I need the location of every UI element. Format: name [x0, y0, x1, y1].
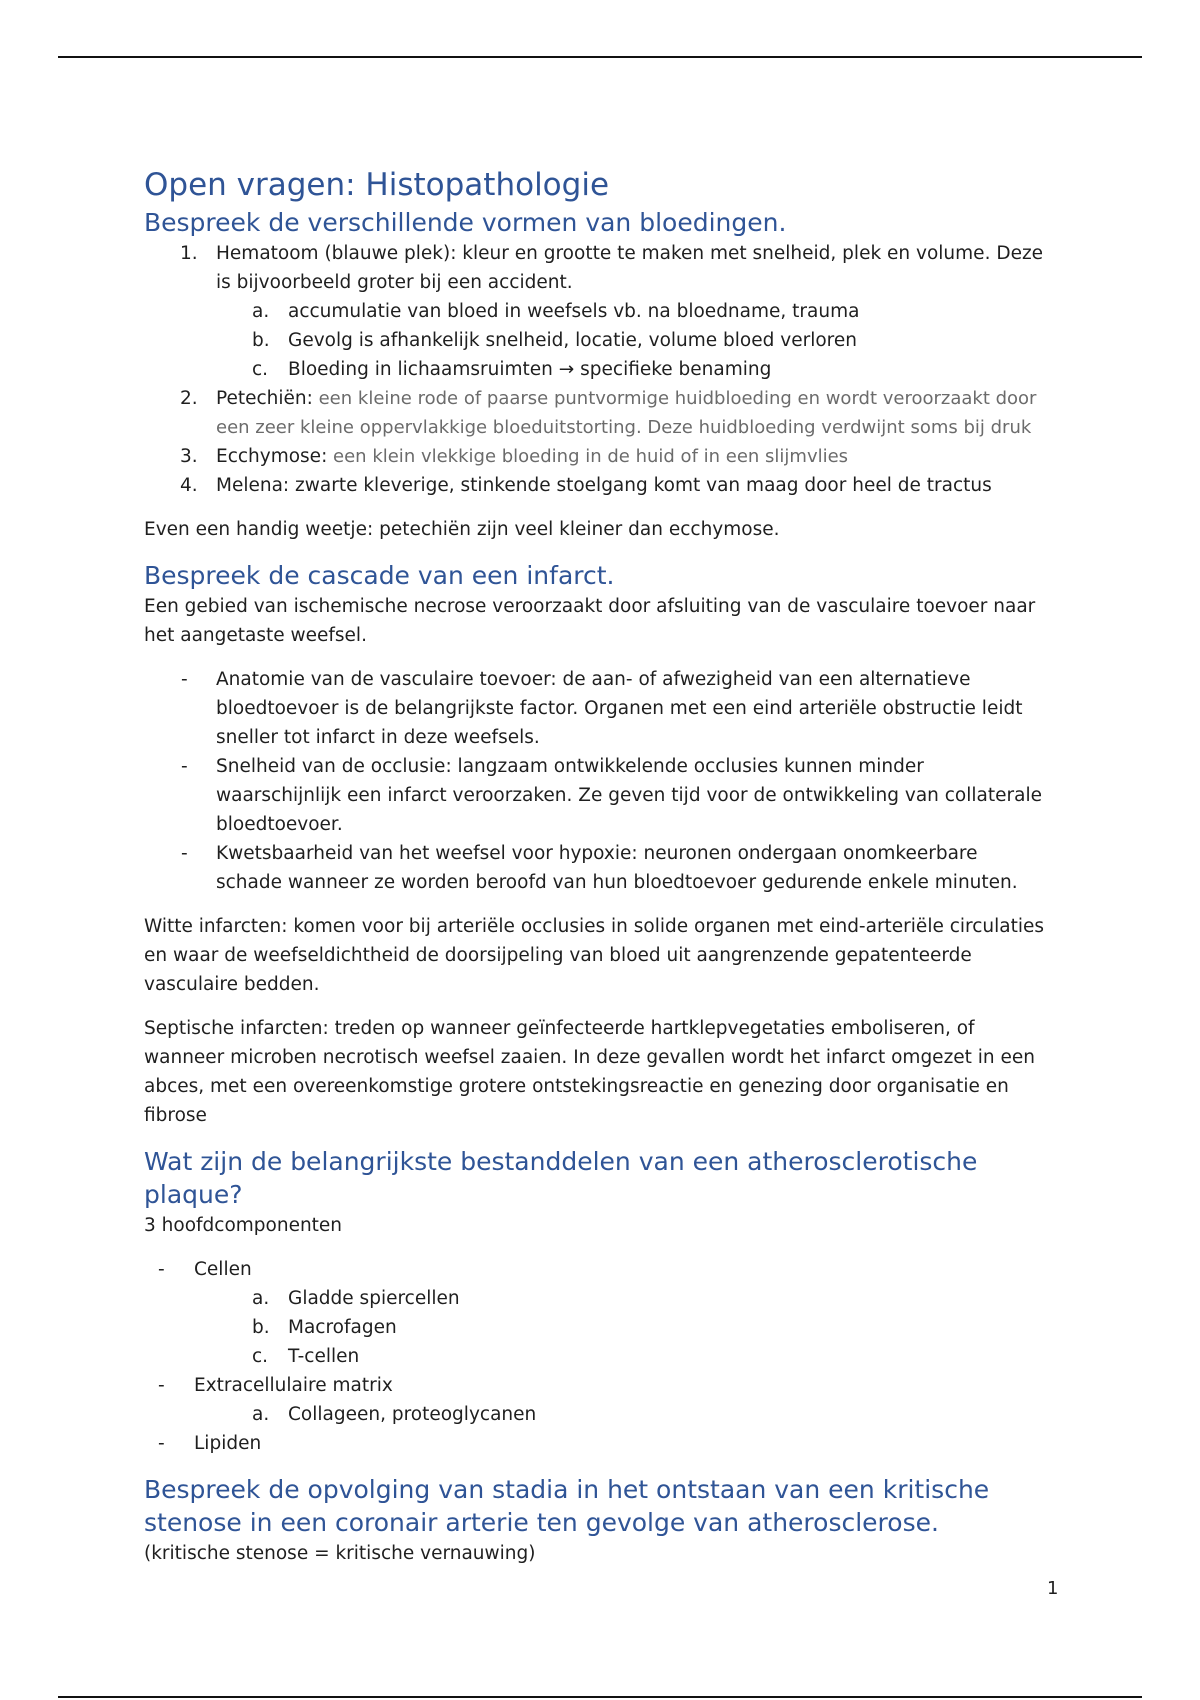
list-letter: b. — [252, 330, 270, 351]
bullet-item — [144, 1255, 1044, 1284]
bullet-dash: - — [158, 1259, 165, 1280]
list-item-text: Melena: zwarte kleverige, stinkende stoelgang komt van maag door heel de tractus — [216, 475, 992, 496]
term-definition: een kleine rode of paarse puntvormige huidbloeding en wordt veroorzaakt door een zeer kleine oppervlakkige bloeduitstorting. Deze huidbloeding verdwijnt soms bij druk — [216, 388, 1037, 438]
bullet-item — [144, 1371, 1044, 1400]
term-definition: een klein vlekkige bloeding in de huid of in een slijmvlies — [327, 446, 849, 467]
heading-plaque: Wat zijn de belangrijkste bestanddelen van een atherosclerotische plaque? — [144, 1147, 978, 1209]
term-label: Petechiën: — [216, 388, 313, 409]
term-label: Ecchymose: — [216, 446, 328, 467]
heading-bloedingen: Bespreek de verschillende vormen van bloedingen. — [144, 208, 787, 237]
list-item — [144, 239, 1044, 297]
list-letter: a. — [252, 301, 270, 322]
sub-list-item — [144, 1342, 1044, 1371]
bullet-item — [144, 665, 1044, 752]
bullet-dash: - — [158, 1433, 165, 1454]
bullet-item — [144, 1429, 1044, 1458]
list-letter: a. — [252, 1404, 270, 1425]
bullet-text: Cellen — [194, 1259, 252, 1280]
sub-item-text: accumulatie van bloed in weefsels vb. na bloedname, trauma — [288, 301, 860, 322]
bullet-dash: - — [158, 1375, 165, 1396]
list-item-text: Hematoom (blauwe plek): kleur en grootte te maken met snelheid, plek en volume. Deze is bijvoorbeeld groter bij een accident. — [216, 243, 1044, 293]
list-letter: c. — [252, 359, 269, 380]
heading-stenose: Bespreek de opvolging van stadia in het ontstaan van een kritische stenose in een coronair arterie ten gevolge van atherosclerose. — [144, 1475, 990, 1537]
list-number: 4. — [180, 475, 198, 496]
bullet-text: Snelheid van de occlusie: langzaam ontwikkelende occlusies kunnen minder waarschijnlijk een infarct veroorzaken. Ze geven tijd voor de ontwikkeling van collaterale bloedtoevoer. — [216, 756, 1042, 835]
document-body — [144, 164, 1044, 1568]
sub-item-text: Bloeding in lichaamsruimten → specifieke benaming — [288, 359, 772, 380]
sub-list-item — [144, 1313, 1044, 1342]
heading-infarct: Bespreek de cascade van een infarct. — [144, 561, 615, 590]
list-number: 3. — [180, 446, 198, 467]
list-item — [144, 384, 1044, 442]
list-letter: b. — [252, 1317, 270, 1338]
bullet-text: Anatomie van de vasculaire toevoer: de aan- of afwezigheid van een alternatieve bloedtoevoer is de belangrijkste factor. Organen met een eind arteriële obstructie leidt sneller tot infarct in deze weefsels. — [216, 669, 1023, 748]
sub-item-text: Gevolg is afhankelijk snelheid, locatie, volume bloed verloren — [288, 330, 857, 351]
bullet-text: Extracellulaire matrix — [194, 1375, 393, 1396]
bullet-item — [144, 839, 1044, 897]
bullet-dash: - — [181, 843, 188, 864]
bullet-text: Kwetsbaarheid van het weefsel voor hypoxie: neuronen ondergaan onomkeerbare schade wanneer ze worden beroofd van hun bloedtoevoer gedurende enkele minuten. — [216, 843, 1018, 893]
list-number: 2. — [180, 388, 198, 409]
sub-list-item — [144, 297, 1044, 326]
paragraph: Een gebied van ischemische necrose veroorzaakt door afsluiting van de vasculaire toevoer naar het aangetaste weefsel. — [144, 596, 1036, 646]
paragraph: Witte infarcten: komen voor bij arteriële occlusies in solide organen met eind-arteriële circulaties en waar de weefseldichtheid de doorsijpeling van bloed uit aangrenzende gepatenteerde vasculaire bedden. — [144, 916, 1045, 995]
paragraph: Septische infarcten: treden op wanneer geïnfecteerde hartklepvegetaties emboliseren, of wanneer microben necrotisch weefsel zaaien. In deze gevallen wordt het infarct omgezet in een abces, met een overeenkomstige grotere ontstekingsreactie en genezing door organisatie en fibrose — [144, 1018, 1036, 1126]
paragraph: 3 hoofdcomponenten — [144, 1215, 343, 1236]
sub-list-item — [144, 1400, 1044, 1429]
sub-item-text: Macrofagen — [288, 1317, 397, 1338]
sub-item-text: Gladde spiercellen — [288, 1288, 460, 1309]
bullet-dash: - — [181, 669, 188, 690]
list-item — [144, 471, 1044, 500]
sub-list-item — [144, 355, 1044, 384]
sub-item-text: T-cellen — [288, 1346, 360, 1367]
footer-rule — [58, 1696, 1142, 1698]
header-rule — [58, 56, 1142, 58]
paragraph: (kritische stenose = kritische vernauwing) — [144, 1543, 536, 1564]
page-number: 1 — [1047, 1578, 1059, 1599]
document-title: Open vragen: Histopathologie — [144, 167, 610, 203]
paragraph: Even een handig weetje: petechiën zijn veel kleiner dan ecchymose. — [144, 519, 780, 540]
sub-list-item — [144, 1284, 1044, 1313]
bullet-item — [144, 752, 1044, 839]
list-item — [144, 442, 1044, 471]
bullet-text: Lipiden — [194, 1433, 262, 1454]
list-letter: c. — [252, 1346, 269, 1367]
list-letter: a. — [252, 1288, 270, 1309]
sub-list-item — [144, 326, 1044, 355]
bullet-dash: - — [181, 756, 188, 777]
sub-item-text: Collageen, proteoglycanen — [288, 1404, 537, 1425]
list-number: 1. — [180, 243, 198, 264]
